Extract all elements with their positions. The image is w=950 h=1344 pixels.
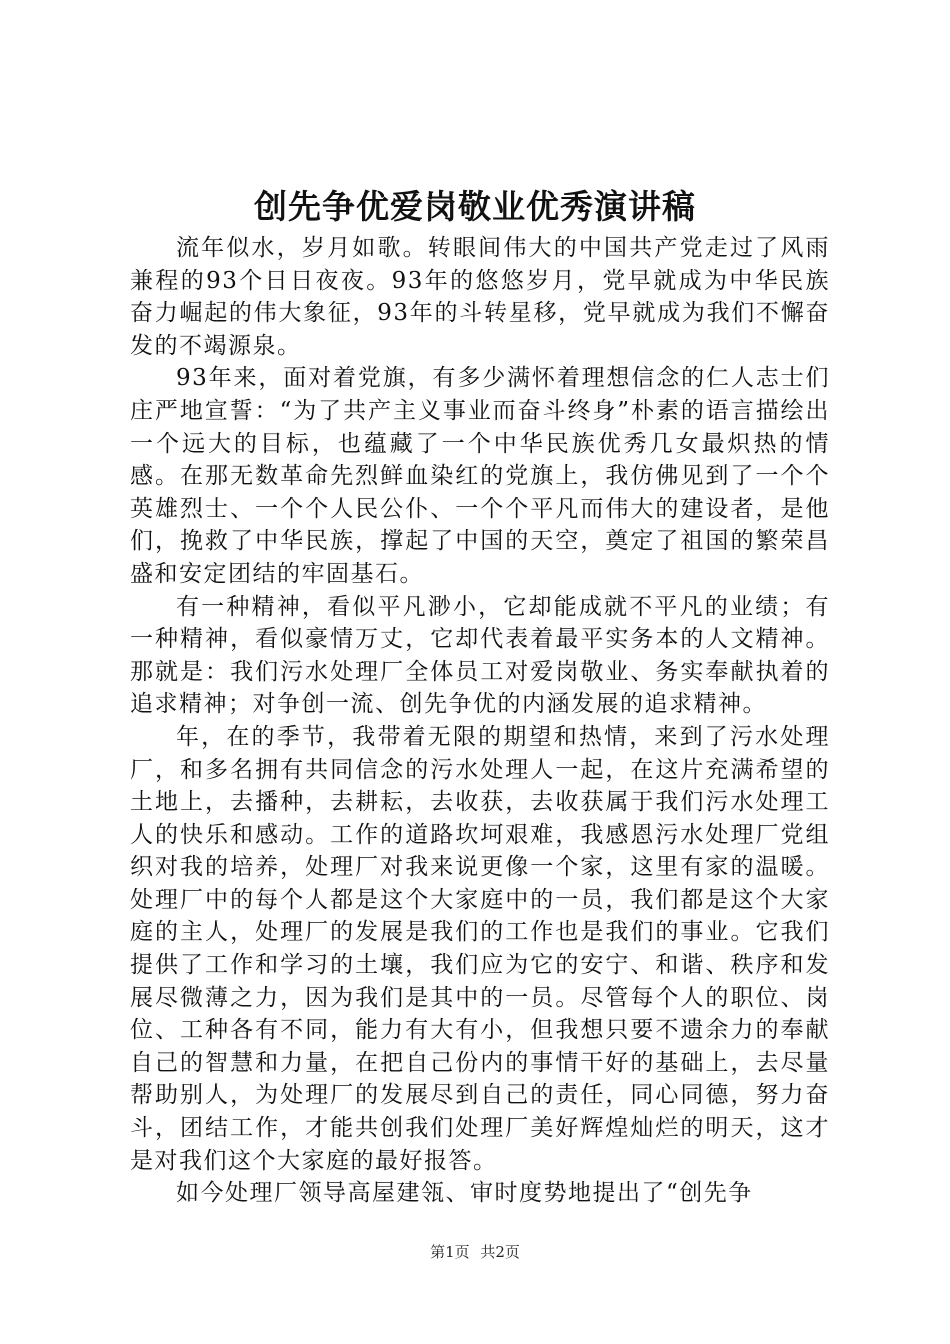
document-title: 创先争优爱岗敬业优秀演讲稿 [254, 187, 696, 226]
page-footer [0, 1242, 950, 1262]
paragraph: 如今处理厂领导高屋建瓴、审时度势地提出了“创先争 [176, 1180, 753, 1207]
paragraph: 年，在的季节，我带着无限的期望和热情，来到了污水处理厂，和多名拥有共同信念的污水处理人一起，在这片充满希望的土地上，去播种，去耕耘，去收获，去收获属于我们污水处理工人的快乐和感动。工作的道路坎坷艰难，我感恩污水处理厂党组织对我的培养，处理厂对我来说更像一个家，这里有家的温暖。处理厂中的每个人都是这个大家庭中的一员，我们都是这个大家庭的主人，处理厂的发展是我们的工作也是我们的事业。它我们提供了工作和学习的土壤，我们应为它的安宁、和谐、秩序和发展尽微薄之力，因为我们是其中的一员。尽管每个人的职位、岗位、工种各有不同，能力有大有小，但我想只要不遗余力的奉献自己的智慧和力量，在把自己份内的事情干好的基础上，去尽量帮助别人，为处理厂的发展尽到自己的责任，同心同德，努力奋斗，团结工作，才能共创我们处理厂美好辉煌灿烂的明天，这才是对我们这个大家庭的最好报答。 [130, 723, 830, 1174]
page-total: 共2页 [480, 1243, 520, 1261]
paragraph: 93年来，面对着党旗，有多少满怀着理想信念的仁人志士们庄严地宣誓：“为了共产主义事业而奋斗终身”朴素的语言描绘出一个远大的目标，也蕴藏了一个中华民族优秀几女最炽热的情感。在那无数革命先烈鲜血染红的党旗上，我仿佛见到了一个个英雄烈士、一个个人民公仆、一个个平凡而伟大的建设者，是他们，挽救了中华民族，撑起了中国的天空，奠定了祖国的繁荣昌盛和安定团结的牢固基石。 [130, 365, 830, 587]
document-body [130, 232, 830, 1210]
paragraph: 流年似水，岁月如歌。转眼间伟大的中国共产党走过了风雨兼程的93个日日夜夜。93年的悠悠岁月，党早就成为中华民族奋力崛起的伟大象征，93年的斗转星移，党早就成为我们不懈奋发的不竭源泉。 [130, 235, 830, 359]
paragraph: 有一种精神，看似平凡渺小，它却能成就不平凡的业绩；有一种精神，看似豪情万丈，它却代表着最平实务本的人文精神。那就是：我们污水处理厂全体员工对爱岗敬业、务实奉献执着的追求精神；对争创一流、创先争优的内涵发展的追求精神。 [130, 593, 830, 718]
page-number: 第1页 [430, 1243, 470, 1261]
